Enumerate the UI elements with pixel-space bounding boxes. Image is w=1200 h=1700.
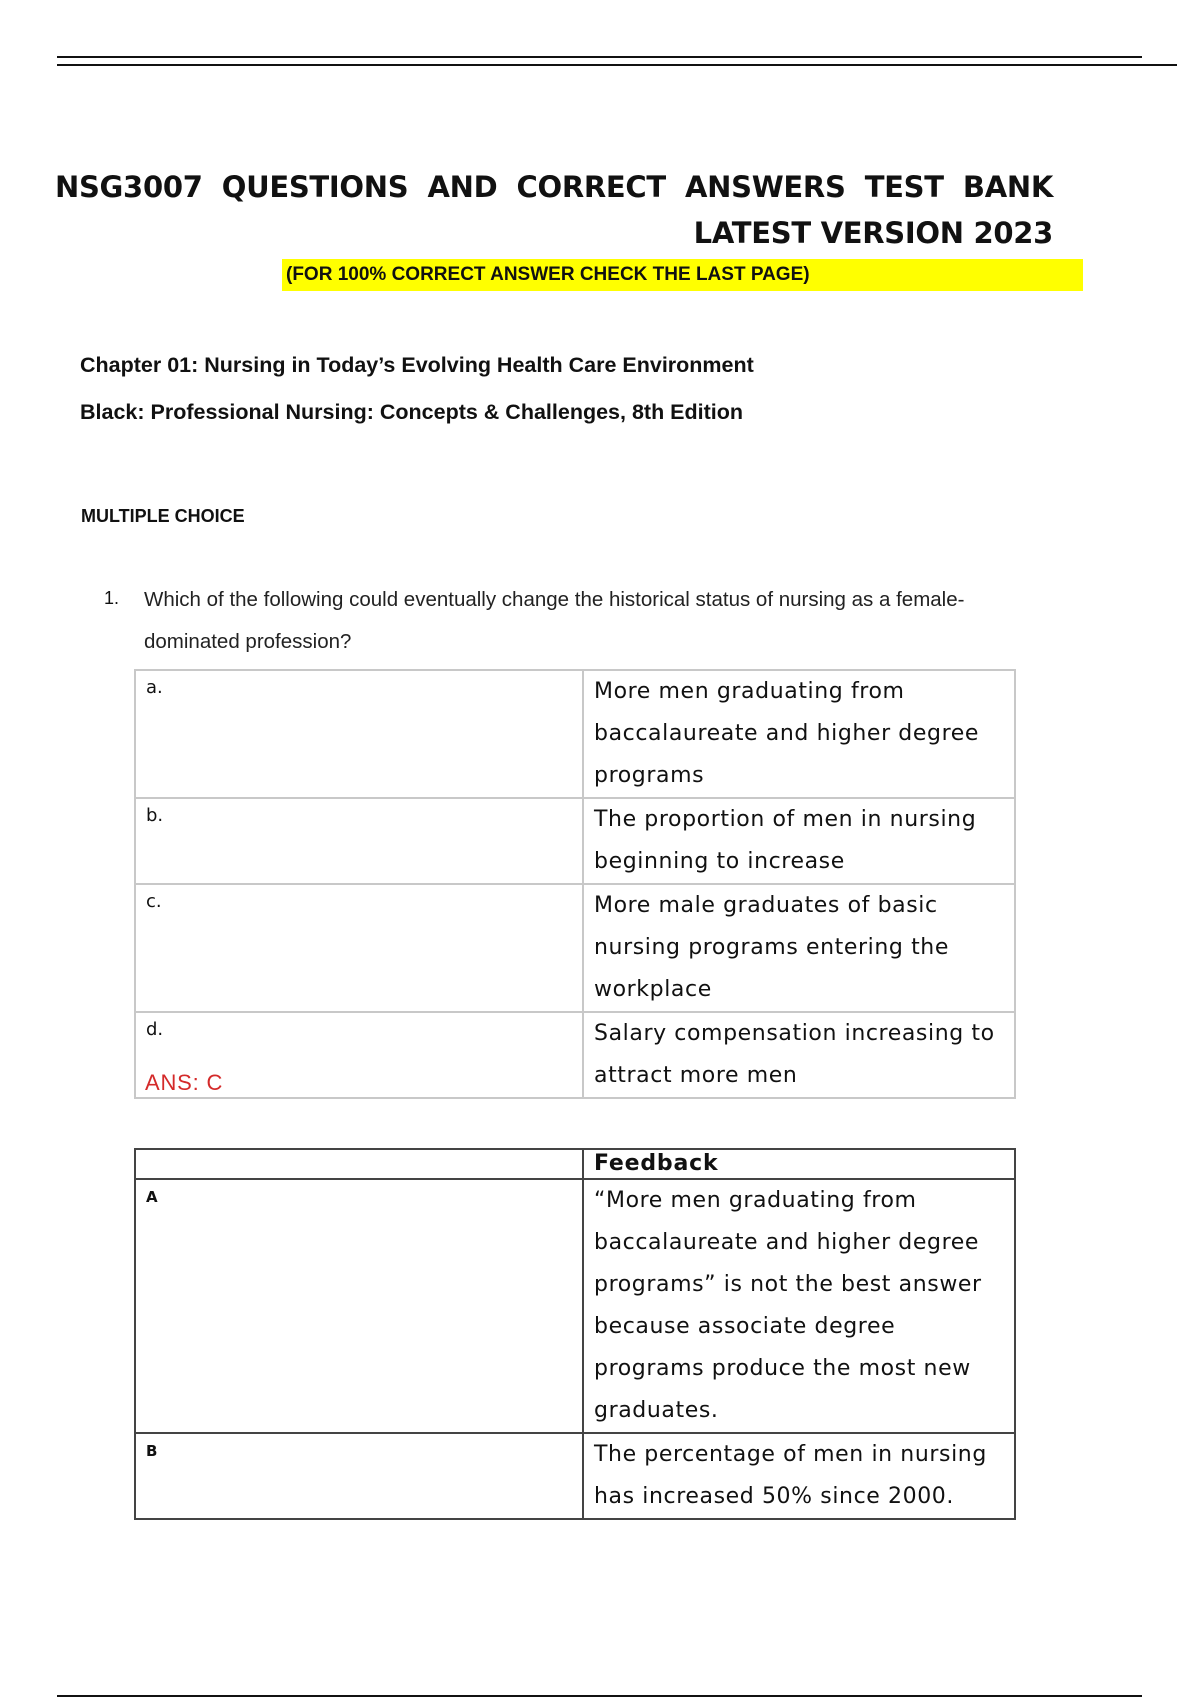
option-row: [135, 884, 1015, 1012]
feedback-text: “More men graduating from baccalaureate and higher degree programs” is not the best answer because associate degree programs produce the most new graduates.: [583, 1179, 1015, 1433]
header-rule-upper: [57, 56, 1142, 58]
option-row: [135, 1012, 1015, 1098]
options-table: [134, 669, 1016, 1099]
question-text: Which of the following could eventually change the historical status of nursing as a female-dominated profession?: [144, 588, 965, 653]
footer-rule: [57, 1695, 1142, 1697]
book-reference: Black: Professional Nursing: Concepts & Challenges, 8th Edition: [80, 400, 744, 424]
option-letter: b.: [135, 798, 583, 884]
feedback-row: [135, 1179, 1015, 1433]
highlight-note: (FOR 100% CORRECT ANSWER CHECK THE LAST PAGE): [282, 259, 1083, 291]
section-heading: MULTIPLE CHOICE: [81, 506, 245, 526]
feedback-text: The percentage of men in nursing has increased 50% since 2000.: [583, 1433, 1015, 1519]
question-number: 1.: [104, 588, 120, 608]
option-row: [135, 670, 1015, 798]
option-letter: a.: [135, 670, 583, 798]
option-text: Salary compensation increasing to attract more men: [583, 1012, 1015, 1098]
feedback-header: Feedback: [583, 1149, 1015, 1179]
option-text: More male graduates of basic nursing programs entering the workplace: [583, 884, 1015, 1012]
option-text: The proportion of men in nursing beginning to increase: [583, 798, 1015, 884]
feedback-header-blank: [135, 1149, 583, 1179]
chapter-heading: Chapter 01: Nursing in Today’s Evolving Health Care Environment: [80, 353, 754, 377]
feedback-row: [135, 1433, 1015, 1519]
feedback-letter: B: [135, 1433, 583, 1519]
header-rule-lower: [57, 64, 1177, 66]
option-row: [135, 798, 1015, 884]
option-letter: d.: [135, 1012, 583, 1098]
document-title: NSG3007 QUESTIONS AND CORRECT ANSWERS TEST BANK LATEST VERSION 2023: [55, 170, 1053, 250]
answer-key: ANS: C: [145, 1070, 224, 1095]
option-letter: c.: [135, 884, 583, 1012]
option-text: More men graduating from baccalaureate and higher degree programs: [583, 670, 1015, 798]
feedback-table: [134, 1148, 1016, 1520]
feedback-header-row: [135, 1149, 1015, 1179]
feedback-letter: A: [135, 1179, 583, 1433]
